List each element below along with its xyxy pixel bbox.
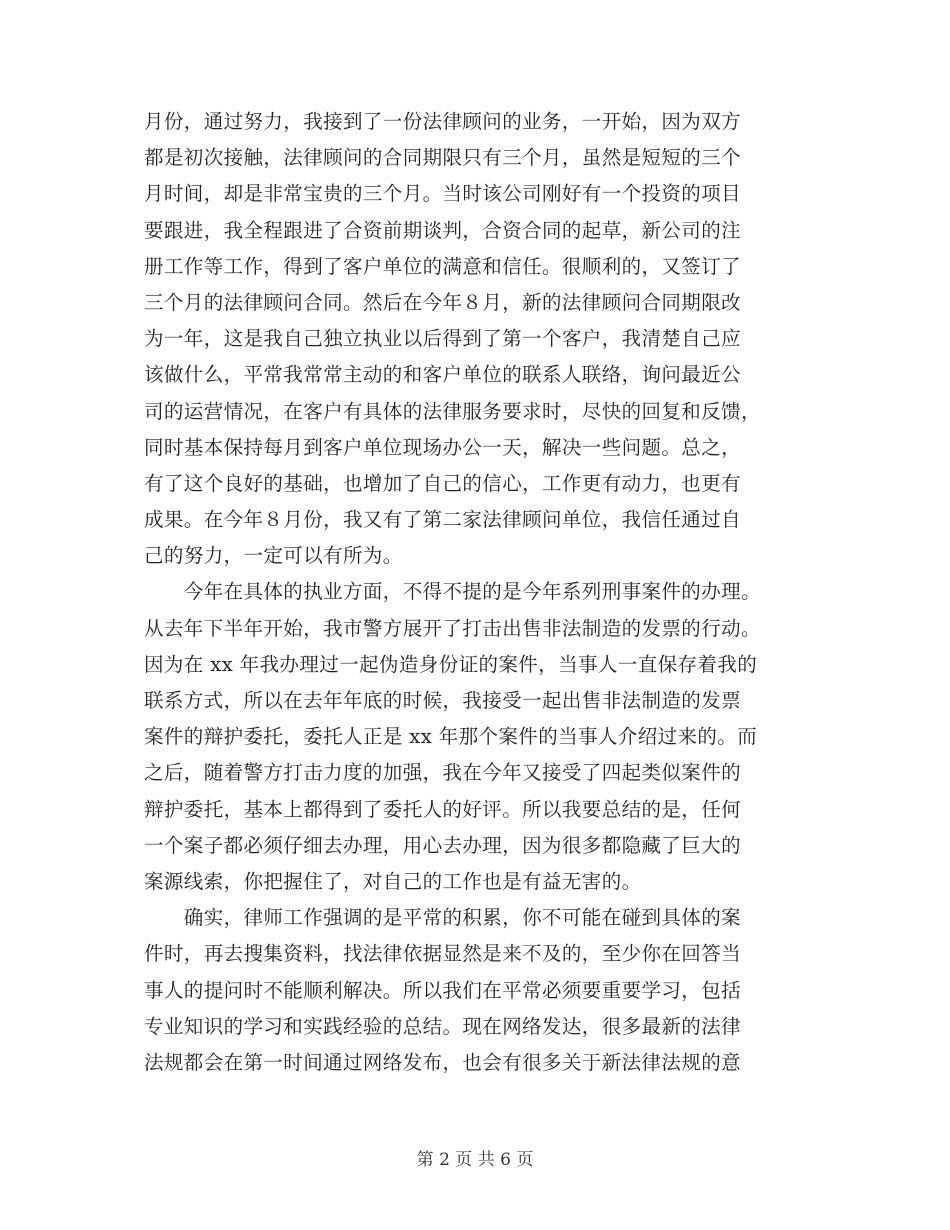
text-line: 同时基本保持每月到客户单位现场办公一天，解决一些问题。总之， [144, 435, 742, 459]
text-line: 都是初次接触，法律顾问的合同期限只有三个月，虽然是短短的三个 [144, 146, 742, 170]
page-number-footer: 第 2 页 共 6 页 [416, 1150, 534, 1170]
text-line: 月份，通过努力，我接到了一份法律顾问的业务，一开始，因为双方 [144, 110, 742, 133]
text-line: 之后，随着警方打击力度的加强，我在今年又接受了四起类似案件的 [144, 761, 742, 785]
text-line: 一个案子都必须仔细去办理，用心去办理，因为很多都隐藏了巨大的 [144, 833, 742, 857]
text-line: 三个月的法律顾问合同。然后在今年８月，新的法律顾问合同期限改 [144, 290, 742, 314]
text-line: 己的努力，一定可以有所为。 [144, 544, 403, 568]
text-line: 成果。在今年８月份，我又有了第二家法律顾问单位，我信任通过自 [144, 508, 742, 532]
text-line: 确实，律师工作强调的是平常的积累，你不可能在碰到具体的案 [144, 906, 742, 930]
text-line: 因为在 xx 年我办理过一起伪造身份证的案件，当事人一直保存着我的 [144, 652, 758, 676]
text-line: 专业知识的学习和实践经验的总结。现在网络发达，很多最新的法律 [144, 1014, 742, 1038]
text-line: 要跟进，我全程跟进了合资前期谈判，合资合同的起草，新公司的注 [144, 218, 742, 242]
text-line: 为一年，这是我自己独立执业以后得到了第一个客户，我清楚自己应 [144, 327, 742, 351]
text-line: 司的运营情况，在客户有具体的法律服务要求时，尽快的回复和反馈， [144, 399, 761, 423]
text-line: 今年在具体的执业方面，不得不提的是今年系列刑事案件的办理。 [144, 580, 761, 604]
text-line: 案件的辩护委托，委托人正是 xx 年那个案件的当事人介绍过来的。而 [144, 725, 758, 749]
text-line: 联系方式，所以在去年年底的时候，我接受一起出售非法制造的发票 [144, 689, 742, 712]
text-line: 从去年下半年开始，我市警方展开了打击出售非法制造的发票的行动。 [144, 616, 761, 640]
text-line: 有了这个良好的基础，也增加了自己的信心，工作更有动力，也更有 [144, 471, 742, 495]
text-line: 辩护委托，基本上都得到了委托人的好评。所以我要总结的是，任何 [144, 797, 742, 821]
body-text [144, 104, 806, 1081]
text-line: 法规都会在第一时间通过网络发布，也会有很多关于新法律法规的意 [144, 1050, 742, 1074]
text-line: 册工作等工作，得到了客户单位的满意和信任。很顺利的，又签订了 [144, 254, 742, 278]
text-line: 月时间，却是非常宝贵的三个月。当时该公司刚好有一个投资的项目 [144, 182, 742, 206]
text-line: 该做什么，平常我常常主动的和客户单位的联系人联络，询问最近公 [144, 363, 742, 387]
text-line: 案源线索，你把握住了，对自己的工作也是有益无害的。 [144, 869, 642, 893]
text-line: 件时，再去搜集资料，找法律依据显然是来不及的，至少你在回答当 [144, 942, 742, 966]
text-line: 事人的提问时不能顺利解决。所以我们在平常必须要重要学习，包括 [144, 978, 742, 1002]
